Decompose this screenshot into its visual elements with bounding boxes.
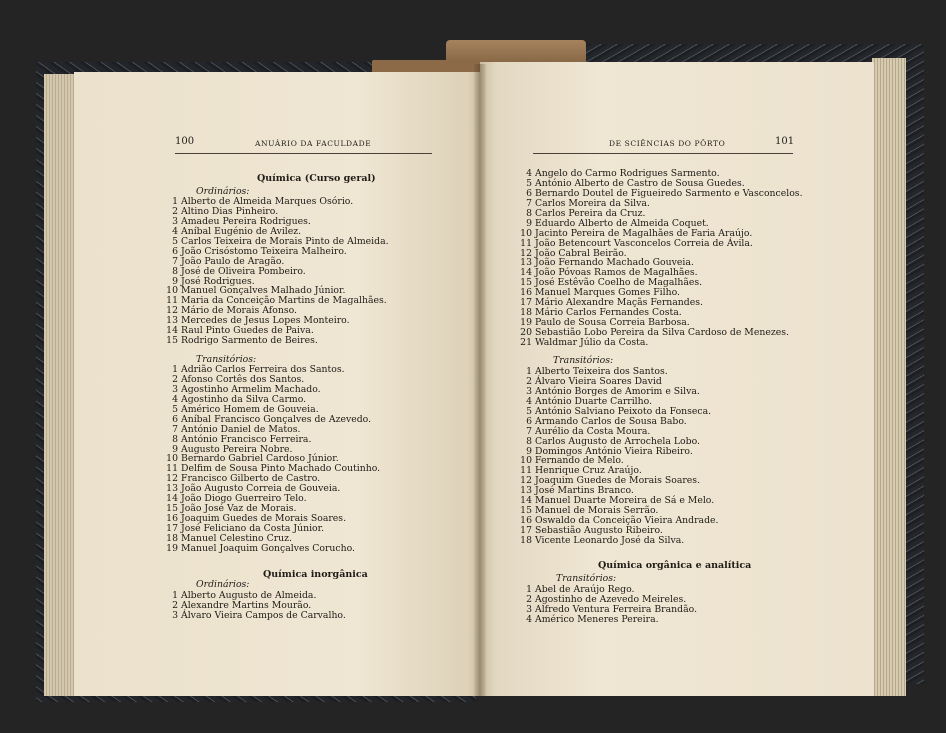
item-name: João Fernando Machado Gouveia. [535, 257, 694, 269]
item-number: 12 [520, 247, 532, 259]
transitorios-label-organica: Transitórios: [556, 573, 617, 584]
item-name: João Betencourt Vasconcelos Correia de Ávila. [535, 237, 753, 249]
item-name: Augusto Pereira Nobre. [181, 443, 293, 455]
item-number: 1 [172, 196, 178, 207]
item-name: Vicente Leonardo José da Silva. [535, 534, 685, 546]
ordinarios-label: Ordinários: [196, 186, 250, 197]
item-number: 10 [520, 455, 532, 467]
item-number: 3 [172, 383, 178, 395]
item-name: José Estêvão Coelho de Magalhães. [535, 277, 703, 289]
item-number: 15 [520, 505, 532, 517]
item-name: Jacinto Pereira de Magalhães de Faria Araújo. [535, 227, 753, 239]
left-running-head: ANUÁRIO DA FACULDADE [255, 139, 372, 148]
item-name: Domingos António Vieira Ribeiro. [535, 445, 693, 457]
item-name: José de Oliveira Pombeiro. [181, 265, 306, 277]
item-number: 10 [166, 285, 178, 297]
item-number: 3 [172, 609, 178, 621]
item-name: António Francisco Ferreira. [181, 433, 312, 445]
item-number: 4 [172, 225, 178, 237]
page-edges-left [44, 74, 76, 696]
list-quimica-inorganica-ordinarios [166, 591, 346, 621]
item-name: Sebastião Augusto Ribeiro. [535, 525, 663, 536]
item-number: 13 [166, 315, 178, 327]
list-item [520, 615, 697, 625]
item-number: 17 [520, 297, 532, 309]
item-number: 15 [166, 335, 178, 347]
transitorios-label-right: Transitórios: [553, 355, 614, 366]
item-name: Maria da Conceição Martins de Magalhães. [181, 295, 387, 307]
item-name: Manuel Joaquim Gonçalves Corucho. [181, 542, 355, 554]
item-number: 13 [520, 485, 532, 497]
item-name: Angelo do Carmo Rodrigues Sarmento. [535, 168, 720, 179]
item-name: Américo Homem de Gouveia. [181, 403, 319, 415]
list-item [166, 544, 380, 554]
item-name: Álvaro Vieira Campos de Carvalho. [181, 609, 346, 621]
item-number: 5 [526, 405, 532, 417]
item-number: 2 [526, 375, 532, 387]
list-quimica-geral-transitorios [166, 365, 380, 554]
list-quimica-organica-transitorios [520, 585, 697, 625]
item-number: 6 [526, 187, 532, 199]
item-name: Alberto Teixeira dos Santos. [535, 366, 668, 377]
item-name: Amadeu Pereira Rodrigues. [181, 215, 311, 227]
item-number: 18 [520, 534, 532, 546]
right-header-rule [533, 153, 793, 154]
transitorios-label: Transitórios: [196, 354, 257, 365]
item-name: Sebastião Lobo Pereira da Silva Cardoso de Menezes. [535, 327, 789, 338]
item-name: Carlos Pereira da Cruz. [535, 207, 646, 219]
item-name: Francisco Gilberto de Castro. [181, 473, 321, 485]
item-number: 12 [166, 305, 178, 317]
item-name: Carlos Augusto de Arrochela Lobo. [535, 435, 700, 447]
item-number: 11 [166, 463, 178, 475]
item-number: 2 [172, 599, 178, 611]
item-name: Raul Pinto Guedes de Paiva. [181, 325, 314, 337]
item-number: 4 [172, 393, 178, 405]
list-item [520, 338, 803, 348]
item-name: Agostinho de Azevedo Meireles. [535, 593, 687, 605]
item-name: João José Vaz de Morais. [181, 503, 297, 515]
item-number: 8 [526, 207, 532, 219]
item-number: 17 [520, 525, 532, 536]
item-name: Alexandre Martins Mourão. [181, 599, 312, 611]
item-name: Fernando de Melo. [535, 455, 624, 467]
item-name: Altino Dias Pinheiro. [181, 205, 279, 217]
item-name: António Salviano Peixoto da Fonseca. [535, 405, 712, 417]
item-name: Agostinho da Silva Carmo. [181, 393, 307, 405]
left-page-number: 100 [175, 136, 195, 147]
item-name: Alberto Augusto de Almeida. [181, 590, 317, 601]
item-number: 2 [172, 205, 178, 217]
item-number: 7 [172, 255, 178, 267]
item-name: António Alberto de Castro de Sousa Guedes. [535, 177, 745, 189]
item-number: 5 [172, 235, 178, 247]
item-name: Abel de Araújo Rego. [535, 584, 635, 595]
item-name: Aníbal Eugénio de Avilez. [181, 225, 302, 237]
item-number: 1 [526, 584, 532, 595]
item-number: 5 [526, 177, 532, 189]
item-number: 11 [166, 295, 178, 307]
page-edges-right [872, 58, 906, 696]
item-number: 9 [172, 443, 178, 455]
item-number: 9 [526, 217, 532, 229]
item-number: 14 [166, 493, 178, 505]
item-number: 19 [166, 542, 178, 554]
item-name: Aníbal Francisco Gonçalves de Azevedo. [181, 413, 372, 425]
item-number: 6 [172, 245, 178, 257]
item-number: 13 [520, 257, 532, 269]
item-number: 11 [520, 237, 532, 249]
item-number: 4 [526, 168, 532, 179]
item-name: Armando Carlos de Sousa Babo. [535, 415, 687, 427]
item-number: 9 [526, 445, 532, 457]
item-name: Mário Carlos Fernandes Costa. [535, 307, 682, 319]
item-number: 4 [526, 395, 532, 407]
item-name: Afonso Cortês dos Santos. [181, 373, 305, 385]
item-name: Alberto de Almeida Marques Osório. [181, 196, 354, 207]
item-name: Rodrigo Sarmento de Beires. [181, 335, 318, 347]
item-name: Joaquim Guedes de Morais Soares. [181, 513, 347, 525]
right-running-head: DE SCIÊNCIAS DO PÔRTO [609, 139, 726, 148]
list-item [520, 536, 719, 546]
item-name: José Rodrigues. [181, 275, 255, 287]
item-number: 3 [172, 215, 178, 227]
section-title-quimica-geral: Química (Curso geral) [257, 173, 376, 184]
item-number: 19 [520, 317, 532, 329]
item-name: João Póvoas Ramos de Magalhães. [535, 267, 698, 279]
item-name: Oswaldo da Conceição Vieira Andrade. [535, 515, 719, 527]
item-number: 16 [520, 515, 532, 527]
item-number: 15 [520, 277, 532, 289]
item-name: João Paulo de Aragão. [181, 255, 285, 267]
ordinarios-label-inorganica: Ordinários: [196, 579, 250, 590]
item-number: 10 [520, 227, 532, 239]
item-number: 6 [172, 413, 178, 425]
list-quimica-geral-ordinarios [166, 197, 389, 346]
item-number: 1 [526, 366, 532, 377]
item-name: Américo Meneres Pereira. [535, 613, 659, 625]
item-name: José Feliciano da Costa Júnior. [181, 523, 325, 534]
item-number: 17 [166, 523, 178, 534]
item-name: João Crisóstomo Teixeira Malheiro. [181, 245, 347, 257]
item-number: 9 [172, 275, 178, 287]
item-number: 8 [526, 435, 532, 447]
item-name: Aurélio da Costa Moura. [535, 425, 651, 437]
item-number: 16 [520, 287, 532, 299]
item-number: 8 [172, 265, 178, 277]
item-name: Alfredo Ventura Ferreira Brandão. [535, 603, 698, 615]
item-number: 7 [172, 423, 178, 435]
item-name: Manuel Duarte Moreira de Sá e Melo. [535, 495, 715, 507]
item-name: Agostinho Armelim Machado. [181, 383, 321, 395]
item-number: 14 [166, 325, 178, 337]
item-name: Manuel Gonçalves Malhado Júnior. [181, 285, 346, 297]
item-number: 20 [520, 327, 532, 338]
item-number: 10 [166, 453, 178, 465]
right-page-number: 101 [775, 136, 795, 147]
item-number: 8 [172, 433, 178, 445]
item-number: 5 [172, 403, 178, 415]
item-name: Eduardo Alberto de Almeida Coquet. [535, 217, 709, 229]
item-name: Mercedes de Jesus Lopes Monteiro. [181, 315, 350, 327]
item-name: Adrião Carlos Ferreira dos Santos. [181, 364, 345, 375]
book-gutter [474, 64, 486, 696]
item-name: António Daniel de Matos. [181, 423, 301, 435]
item-name: José Martins Branco. [535, 485, 634, 497]
item-name: João Cabral Beirão. [535, 247, 627, 259]
item-name: Waldmar Júlio da Costa. [535, 336, 649, 348]
item-number: 2 [172, 373, 178, 385]
item-number: 14 [520, 495, 532, 507]
item-number: 11 [520, 465, 532, 477]
item-name: Bernardo Doutel de Figueiredo Sarmento e Vasconcelos. [535, 187, 803, 199]
item-number: 12 [166, 473, 178, 485]
item-name: António Duarte Carrilho. [535, 395, 653, 407]
list-item [166, 336, 389, 346]
item-number: 3 [526, 385, 532, 397]
list-transitorios-right [520, 367, 719, 546]
item-name: Joaquim Guedes de Morais Soares. [535, 475, 701, 487]
item-name: Henrique Cruz Araújo. [535, 465, 642, 477]
section-title-quimica-inorganica: Química inorgânica [263, 569, 368, 580]
list-continued [520, 169, 803, 348]
item-number: 6 [526, 415, 532, 427]
item-name: Manuel Celestino Cruz. [181, 532, 292, 544]
left-header-rule [175, 153, 432, 154]
item-number: 7 [526, 197, 532, 209]
item-name: Bernardo Gabriel Cardoso Júnior. [181, 453, 339, 465]
item-number: 2 [526, 593, 532, 605]
item-name: Mário Alexandre Maçãs Fernandes. [535, 297, 703, 309]
item-number: 14 [520, 267, 532, 279]
item-number: 12 [520, 475, 532, 487]
item-number: 7 [526, 425, 532, 437]
section-title-quimica-organica: Química orgânica e analítica [598, 560, 752, 571]
list-item [166, 611, 346, 621]
item-number: 16 [166, 513, 178, 525]
item-name: João Diogo Guerreiro Telo. [181, 493, 307, 505]
item-name: João Augusto Correia de Gouveia. [181, 483, 341, 495]
item-number: 18 [520, 307, 532, 319]
item-name: Manuel de Morais Serrão. [535, 505, 659, 517]
item-name: Carlos Teixeira de Morais Pinto de Almeida. [181, 235, 389, 247]
item-name: Paulo de Sousa Correia Barbosa. [535, 317, 690, 329]
item-number: 4 [526, 613, 532, 625]
item-name: Manuel Marques Gomes Filho. [535, 287, 680, 299]
item-name: Carlos Moreira da Silva. [535, 197, 650, 209]
item-number: 13 [166, 483, 178, 495]
item-name: Álvaro Vieira Soares David [535, 375, 662, 387]
item-number: 15 [166, 503, 178, 515]
item-name: Mário de Morais Afonso. [181, 305, 297, 317]
item-number: 1 [172, 364, 178, 375]
item-number: 21 [520, 336, 532, 348]
item-name: Delfim de Sousa Pinto Machado Coutinho. [181, 463, 381, 475]
item-number: 3 [526, 603, 532, 615]
item-name: António Borges de Amorim e Silva. [535, 385, 700, 397]
item-number: 1 [172, 590, 178, 601]
item-number: 18 [166, 532, 178, 544]
